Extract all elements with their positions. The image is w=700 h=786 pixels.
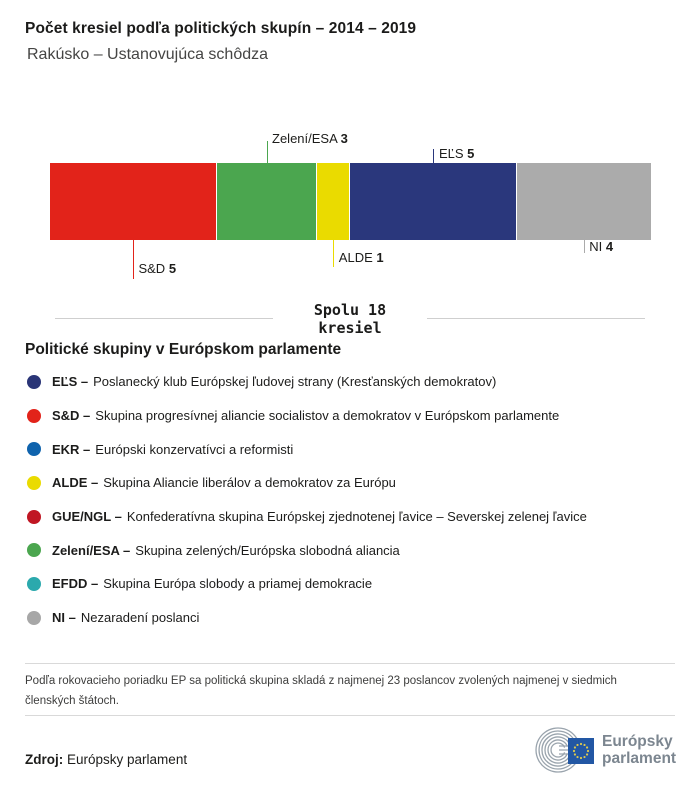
legend-desc: Európski konzervatívci a reformisti <box>95 441 294 457</box>
legend-desc: Konfederatívna skupina Európskej zjednotenej ľavice – Severskej zelenej ľavice <box>126 509 587 525</box>
ep-logo-text-line2: parlament <box>602 750 677 767</box>
stacked-bar <box>50 163 651 240</box>
legend-desc: Skupina Európa slobody a priamej demokracie <box>103 576 373 592</box>
bar-label-EĽS: EĽS 5 <box>438 146 475 161</box>
legend-desc: Skupina progresívnej aliancie socialistov a demokratov v Európskom parlamente <box>95 408 560 424</box>
divider-bottom <box>25 715 675 716</box>
legend-dot <box>27 510 41 524</box>
legend-abbr: Zelení/ESA – <box>52 542 131 558</box>
legend-abbr: EĽS – <box>52 374 89 390</box>
legend-item <box>27 365 687 399</box>
bar-label-Zelení/ESA: Zelení/ESA 3 <box>272 131 348 146</box>
legend-dot <box>27 543 41 557</box>
legend-item <box>27 466 687 500</box>
legend-dot <box>27 409 41 423</box>
callout-line-EĽS <box>433 149 434 163</box>
legend-desc: Skupina zelených/Európska slobodná aliancia <box>135 542 400 558</box>
total-line-2: kresiel <box>318 319 382 337</box>
legend-dot <box>27 611 41 625</box>
source-label: Zdroj: <box>25 752 64 767</box>
legend-dot <box>27 476 41 490</box>
eu-flag <box>568 738 594 764</box>
bar-label-S&D: S&D 5 <box>138 261 177 276</box>
page-subtitle: Rakúsko – Ustanovujúca schôdza <box>27 46 269 63</box>
legend-item <box>27 567 687 601</box>
legend-heading: Politické skupiny v Európskom parlamente <box>25 341 342 358</box>
legend-item <box>27 432 687 466</box>
page-title: Počet kresiel podľa politických skupín – 2014 – 2019 <box>25 20 417 37</box>
divider-top <box>25 663 675 664</box>
total-seats-label <box>0 301 700 337</box>
legend-item <box>27 399 687 433</box>
bar-segment-Zelení/ESA <box>217 163 317 240</box>
legend-abbr: EKR – <box>52 441 91 457</box>
legend-desc: Poslanecký klub Európskej ľudovej strany (Kresťanských demokratov) <box>93 374 497 390</box>
legend-dot <box>27 442 41 456</box>
ep-logo-mark <box>528 724 594 776</box>
footnote: Podľa rokovacieho poriadku EP sa politická skupina skladá z najmenej 23 poslancov zvolených najmenej v siedmich členských štátoch. <box>25 675 617 707</box>
bar-segment-NI <box>517 163 651 240</box>
callout-line-ALDE <box>333 240 334 267</box>
callout-line-S&D <box>133 240 134 279</box>
legend-list <box>27 365 687 635</box>
callout-line-NI <box>584 240 585 253</box>
ep-logo <box>528 721 688 779</box>
legend-item <box>27 533 687 567</box>
legend-item <box>27 500 687 534</box>
bar-segment-EĽS <box>350 163 517 240</box>
total-line-1: Spolu 18 <box>313 301 387 319</box>
legend-dot <box>27 375 41 389</box>
bar-label-ALDE: ALDE 1 <box>338 250 384 265</box>
legend-dot <box>27 577 41 591</box>
legend-abbr: ALDE – <box>52 475 99 491</box>
legend-abbr: GUE/NGL – <box>52 509 122 525</box>
legend-abbr: EFDD – <box>52 576 99 592</box>
legend-desc: Skupina Aliancie liberálov a demokratov za Európu <box>103 475 396 491</box>
legend-item <box>27 601 687 635</box>
ep-logo-text-line1: Európsky <box>602 733 673 750</box>
source-line <box>25 752 187 767</box>
bar-segment-S&D <box>50 163 217 240</box>
legend-abbr: NI – <box>52 610 76 626</box>
legend-abbr: S&D – <box>52 408 91 424</box>
callout-line-Zelení/ESA <box>267 141 268 163</box>
bar-segment-ALDE <box>317 163 350 240</box>
ep-logo-text <box>602 733 676 767</box>
bar-label-NI: NI 4 <box>589 239 614 254</box>
legend-desc: Nezaradení poslanci <box>80 610 200 626</box>
source-value: Európsky parlament <box>67 752 188 767</box>
